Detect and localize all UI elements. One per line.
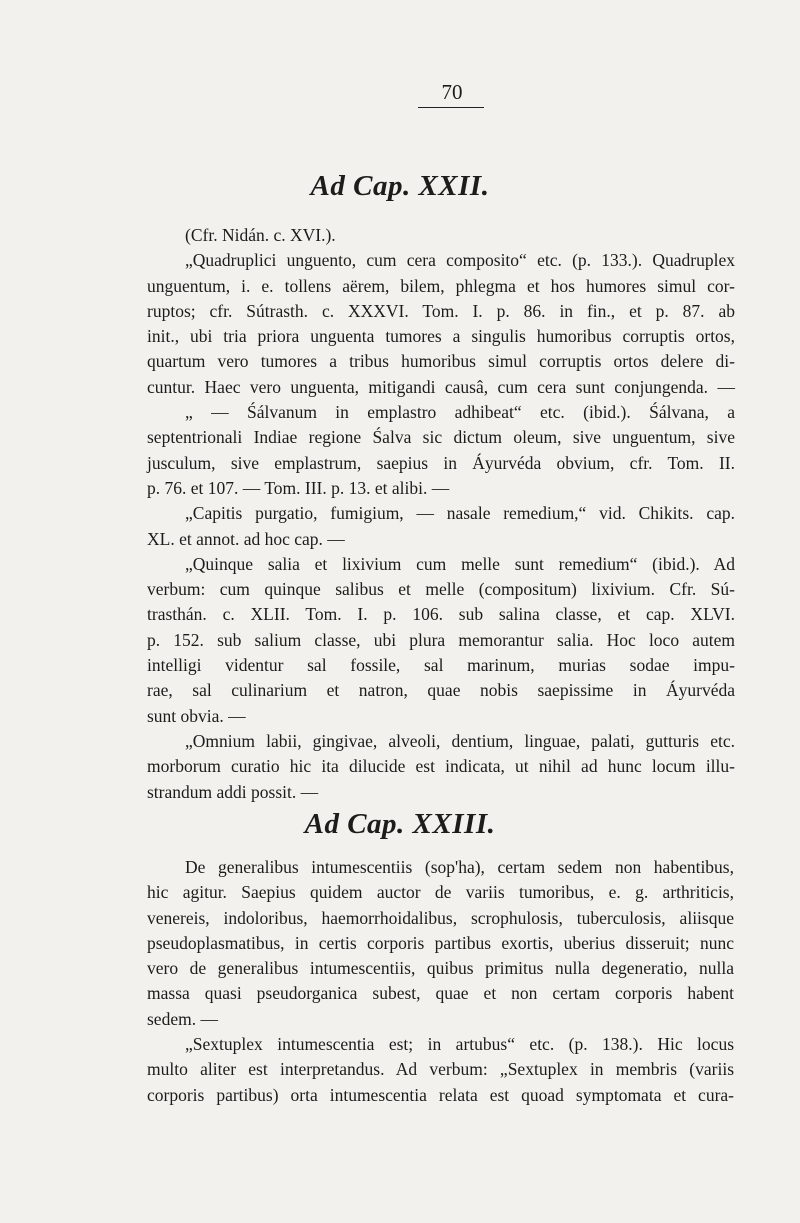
text-line: unguentum, i. e. tollens aërem, bilem, phlegma et hos humores simul cor-	[147, 275, 735, 296]
text-line: p. 152. sub salium classe, ubi plura memorantur salia. Hoc loco autem	[147, 629, 735, 650]
section-heading-cap-xxii: Ad Cap. XXII.	[310, 170, 490, 202]
text-line: massa quasi pseudorganica subest, quae et non certam corporis habent	[147, 983, 734, 1004]
text-line: pseudoplasmatibus, in certis corporis partibus exortis, uberius disseruit; nunc	[147, 932, 734, 953]
text-line: (Cfr. Nidán. c. XVI.).	[185, 225, 336, 245]
text-line: ruptos; cfr. Sútrasth. c. XXXVI. Tom. I. p. 86. in fin., et p. 87. ab	[147, 300, 735, 321]
text-line: „Omnium labii, gingivae, alveoli, dentium, linguae, palati, gutturis etc.	[185, 730, 735, 751]
text-line: „ — Śálvanum in emplastro adhibeat“ etc. (ibid.). Śálvana, a	[185, 402, 735, 423]
text-line: hic agitur. Saepius quidem auctor de variis tumoribus, e. g. arthriticis,	[147, 882, 734, 903]
text-line: vero de generalibus intumescentiis, quibus primitus nulla degeneratio, nulla	[147, 958, 734, 979]
text-line: morborum curatio hic ita dilucide est indicata, ut nihil ad hunc locum illu-	[147, 756, 735, 777]
section-body-cap-xxii	[147, 223, 735, 805]
text-line: intelligi videntur sal fossile, sal marinum, murias sodae impu-	[147, 655, 735, 676]
text-line: p. 76. et 107. — Tom. III. p. 13. et alibi. —	[147, 477, 450, 498]
text-line: „Sextuplex intumescentia est; in artubus“ etc. (p. 138.). Hic locus	[185, 1034, 734, 1055]
section-heading-cap-xxiii: Ad Cap. XXIII.	[304, 808, 496, 840]
text-line: strandum addi possit. —	[147, 781, 319, 802]
text-line: sunt obvia. —	[147, 705, 246, 726]
text-line: verbum: cum quinque salibus et melle (compositum) lixivium. Cfr. Sú-	[147, 579, 735, 600]
page-number: 70	[441, 80, 463, 104]
section-body-cap-xxiii	[147, 855, 734, 1108]
text-line: corporis partibus) orta intumescentia relata est quoad symptomata et cura-	[147, 1084, 734, 1105]
text-line: venereis, indoloribus, haemorrhoidalibus, scrophulosis, tuberculosis, aliisque	[147, 907, 734, 928]
text-line: De generalibus intumescentiis (sop'ha), certam sedem non habentibus,	[185, 857, 734, 877]
text-line: sedem. —	[147, 1008, 218, 1029]
text-line: quartum vero tumores a tribus humoribus simul corruptis ortos delere di-	[147, 351, 735, 372]
text-line: XL. et annot. ad hoc cap. —	[147, 528, 345, 549]
text-line: multo aliter est interpretandus. Ad verbum: „Sextuplex in membris (variis	[147, 1059, 734, 1080]
text-line: „Capitis purgatio, fumigium, — nasale remedium,“ vid. Chikits. cap.	[185, 503, 735, 524]
text-line: cuntur. Haec vero unguenta, mitigandi causâ, cum cera sunt conjungenda. —	[147, 376, 735, 397]
text-line: „Quadruplici unguento, cum cera composito“ etc. (p. 133.). Quadruplex	[185, 250, 735, 271]
text-line: trasthán. c. XLII. Tom. I. p. 106. sub salina classe, et cap. XLVI.	[147, 604, 735, 625]
text-line: „Quinque salia et lixivium cum melle sunt remedium“ (ibid.). Ad	[185, 553, 735, 574]
page-number-rule	[418, 107, 484, 108]
text-line: septentrionali Indiae regione Śalva sic dictum oleum, sive unguentum, sive	[147, 427, 735, 448]
text-line: jusculum, sive emplastrum, saepius in Áyurvéda obvium, cfr. Tom. II.	[147, 452, 735, 473]
text-line: rae, sal culinarium et natron, quae nobis saepissime in Áyurvéda	[147, 680, 735, 701]
text-line: init., ubi tria priora unguenta tumores a singulis humoribus corruptis ortos,	[147, 326, 735, 347]
